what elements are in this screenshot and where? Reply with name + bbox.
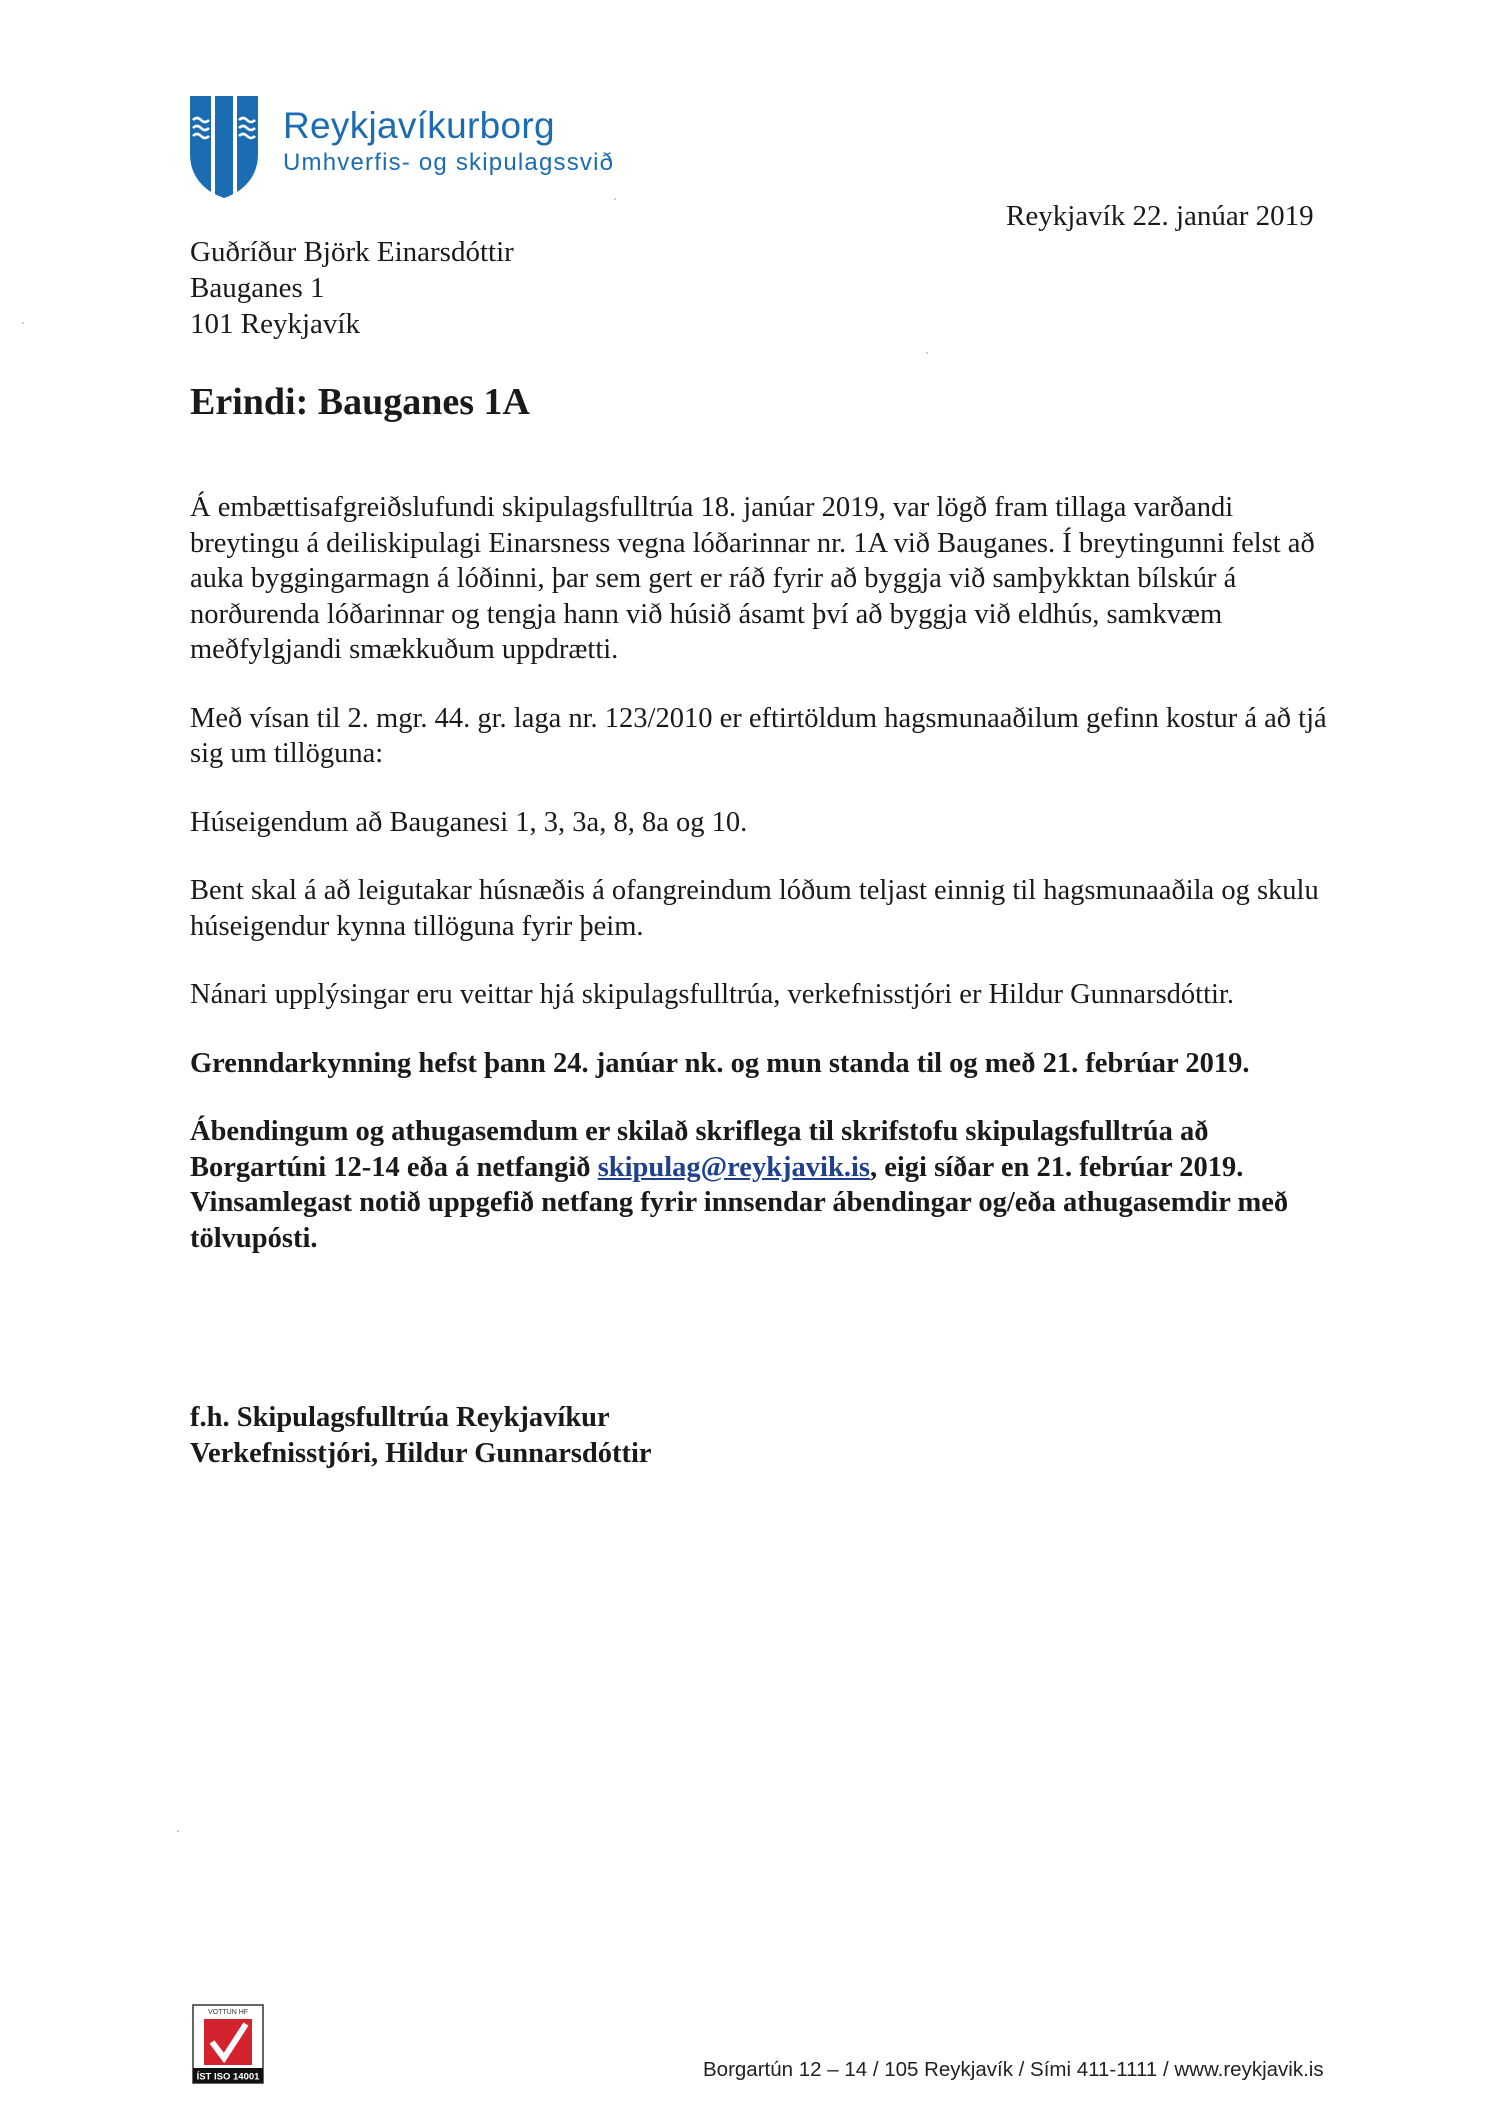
paragraph-submission — [190, 1114, 1330, 1256]
cert-bottom-text: ÍST ISO 14001 — [196, 2071, 260, 2083]
paragraph-notice-period: Grenndarkynning hefst þann 24. janúar nk. og mun standa til og með 21. febrúar 2019. — [190, 1047, 1250, 1079]
recipient-city: 101 Reykjavík — [190, 308, 360, 340]
paragraph-proposal: Á embættisafgreiðslufundi skipulagsfulltrúa 18. janúar 2019, var lögð fram tillaga varðandi breytingu á deiliskipulagi Einarsness vegna lóðarinnar nr. 1A við Bauganes. Í breytingunni felst að auka byggingarmagn á lóðinni, þar sem gert er ráð fyrir að byggja við samþykktan bílskúr á norðurenda lóðarinnar og tengja hann við húsið ásamt því að byggja við eldhús, samkvæm meðfylgjandi smækkuðum uppdrætti. — [190, 492, 1315, 665]
paragraph-contact: Nánari upplýsingar eru veittar hjá skipulagsfulltrúa, verkefnisstjóri er Hildur Gunnarsdóttir. — [190, 979, 1234, 1010]
paragraph-tenants: Bent skal á að leigutakar húsnæðis á ofangreindum lóðum teljast einnig til hagsmunaaðila og skulu húseigendur kynna tillöguna fyrir þeim. — [190, 875, 1319, 942]
cert-top-text: VOTTUN HF — [207, 2009, 249, 2016]
signature-on-behalf: f.h. Skipulagsfulltrúa Reykjavíkur — [190, 1402, 610, 1433]
submission-text-end: , eigi síðar en 21. febrúar 2019. Vinsamlegast notið uppgefið netfang fyrir innsendar ábendingar og/eða athugasemdir með tölvupósti. — [190, 1151, 1289, 1254]
letter-subject: Erindi: Bauganes 1A — [190, 381, 530, 423]
recipient-street: Bauganes 1 — [190, 272, 325, 304]
paragraph-owners: Húseigendum að Bauganesi 1, 3, 3a, 8, 8a og 10. — [190, 806, 748, 838]
brand-subtitle: Umhverfis- og skipulagssvið — [283, 149, 615, 176]
paragraph-legal-reference: Með vísan til 2. mgr. 44. gr. laga nr. 123/2010 er eftirtöldum hagsmunaaðilum gefinn kostur á að tjá sig um tillöguna: — [190, 702, 1327, 769]
scan-speck — [614, 198, 616, 200]
signature-block — [190, 1400, 652, 1472]
letter-date: Reykjavík 22. janúar 2019 — [1006, 200, 1314, 232]
email-link[interactable]: skipulag@reykjavik.is — [597, 1151, 870, 1183]
brand-block — [283, 104, 614, 178]
recipient-name: Guðríður Björk Einarsdóttir — [190, 236, 514, 268]
reykjavik-coat-of-arms-icon — [186, 92, 262, 202]
letter-body — [190, 490, 1330, 1289]
submission-text-start: Ábendingum og athugasemdum er skilað skriflega til skrifstofu skipulagsfulltrúa að Borgartúni 12-14 eða á netfangið — [190, 1116, 1209, 1183]
iso-certification-badge-icon — [192, 2004, 264, 2084]
brand-name: Reykjavíkurborg — [283, 105, 555, 146]
scan-speck — [177, 1830, 179, 1832]
footer-contact: Borgartún 12 – 14 / 105 Reykjavík / Sími 411-1111 / www.reykjavik.is — [703, 2058, 1324, 2081]
scan-speck — [22, 322, 24, 324]
scan-speck — [926, 352, 928, 354]
recipient-address — [190, 234, 514, 342]
signature-name: Verkefnisstjóri, Hildur Gunnarsdóttir — [190, 1438, 652, 1469]
